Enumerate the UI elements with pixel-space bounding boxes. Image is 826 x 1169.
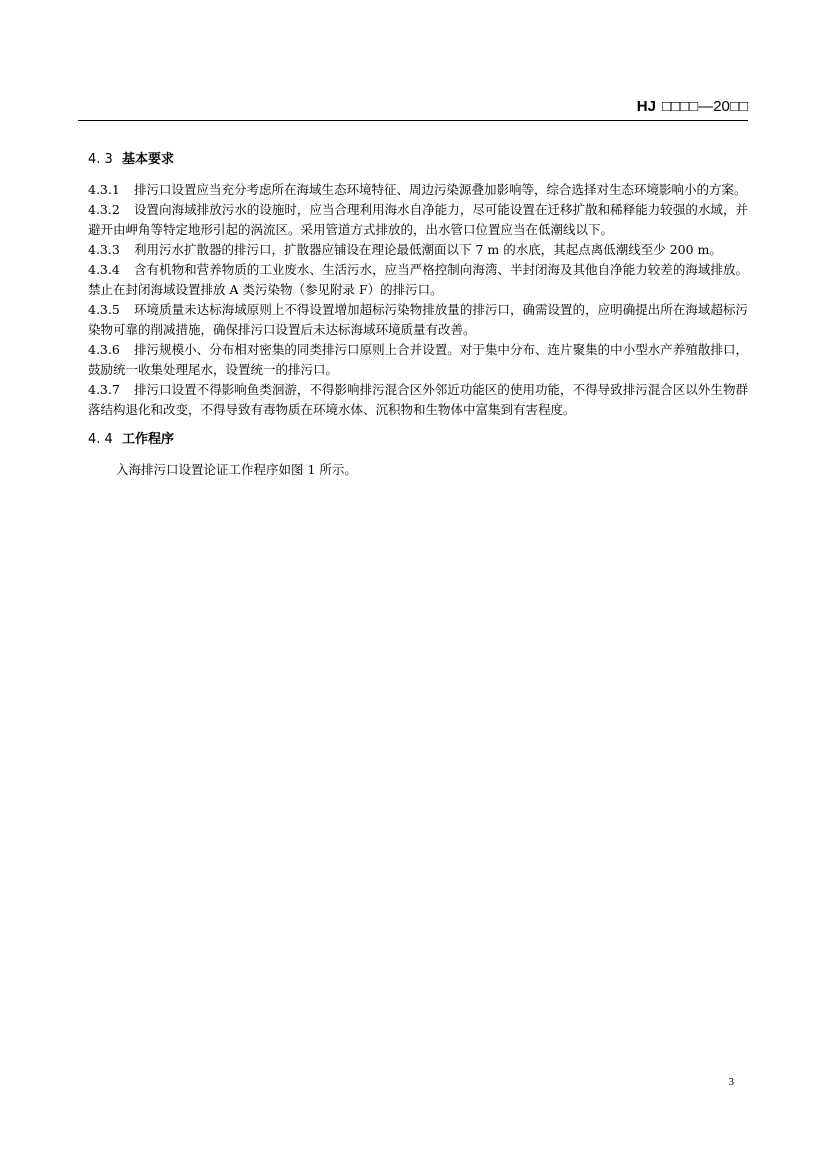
clause-4-3-5 [88, 300, 748, 340]
page-content [88, 150, 748, 480]
section-number: 4. 3 [88, 152, 113, 167]
clause-4-3-1 [88, 180, 748, 200]
clause-number: 4.3.2 [88, 202, 120, 217]
clause-4-3-2 [88, 200, 748, 240]
section-4-4-heading [88, 430, 748, 450]
clause-4-3-7 [88, 380, 748, 420]
clause-text: 环境质量未达标海域原则上不得设置增加超标污染物排放量的排污口，确需设置的，应明确提出所在海域超标污染物可靠的削减措施，确保排污口设置后未达标海域环境质量有改善。 [88, 302, 748, 337]
clause-4-3-4 [88, 260, 748, 300]
page-number: 3 [728, 1076, 734, 1088]
clause-number: 4.3.6 [88, 342, 120, 357]
clause-number: 4.3.3 [88, 242, 120, 257]
clause-text: 利用污水扩散器的排污口，扩散器应铺设在理论最低潮面以下 7 m 的水底，其起点离低潮线至少 200 m。 [134, 242, 722, 257]
page-header [637, 98, 748, 115]
standard-prefix: HJ [636, 98, 656, 115]
section-4-3-heading [88, 150, 748, 170]
clause-text: 含有机物和营养物质的工业废水、生活污水，应当严格控制向海湾、半封闭海及其他自净能力较差的海域排放。禁止在封闭海域设置排放 A 类污染物（参见附录 F）的排污口。 [88, 262, 748, 297]
clause-4-3-6 [88, 340, 748, 380]
section-4-4-paragraph: 入海排污口设置论证工作程序如图 1 所示。 [116, 462, 357, 477]
section-title: 工作程序 [122, 432, 175, 447]
clause-text: 排污规模小、分布相对密集的同类排污口原则上合并设置。对于集中分布、连片聚集的中小型水产养殖散排口，鼓励统一收集处理尾水，设置统一的排污口。 [88, 342, 748, 377]
clause-number: 4.3.1 [88, 182, 120, 197]
header-rule [78, 120, 748, 121]
clause-number: 4.3.7 [88, 382, 120, 397]
clause-text: 设置向海域排放污水的设施时，应当合理利用海水自净能力，尽可能设置在迁移扩散和稀释能力较强的水域，并避开由岬角等特定地形引起的涡流区。采用管道方式排放的，出水管口位置应当在低潮线以下。 [88, 202, 748, 237]
clause-text: 排污口设置不得影响鱼类洄游，不得影响排污混合区外邻近功能区的使用功能，不得导致排污混合区以外生物群落结构退化和改变，不得导致有毒物质在环境水体、沉积物和生物体中富集到有害程度。 [88, 382, 748, 417]
clause-number: 4.3.4 [88, 262, 120, 277]
section-title: 基本要求 [122, 152, 175, 167]
clause-text: 排污口设置应当充分考虑所在海域生态环境特征、周边污染源叠加影响等，综合选择对生态环境影响小的方案。 [134, 182, 747, 197]
clause-number: 4.3.5 [88, 302, 120, 317]
standard-code: □□□□—20□□ [661, 98, 748, 115]
section-number: 4. 4 [88, 432, 113, 447]
clause-4-3-3 [88, 240, 748, 260]
